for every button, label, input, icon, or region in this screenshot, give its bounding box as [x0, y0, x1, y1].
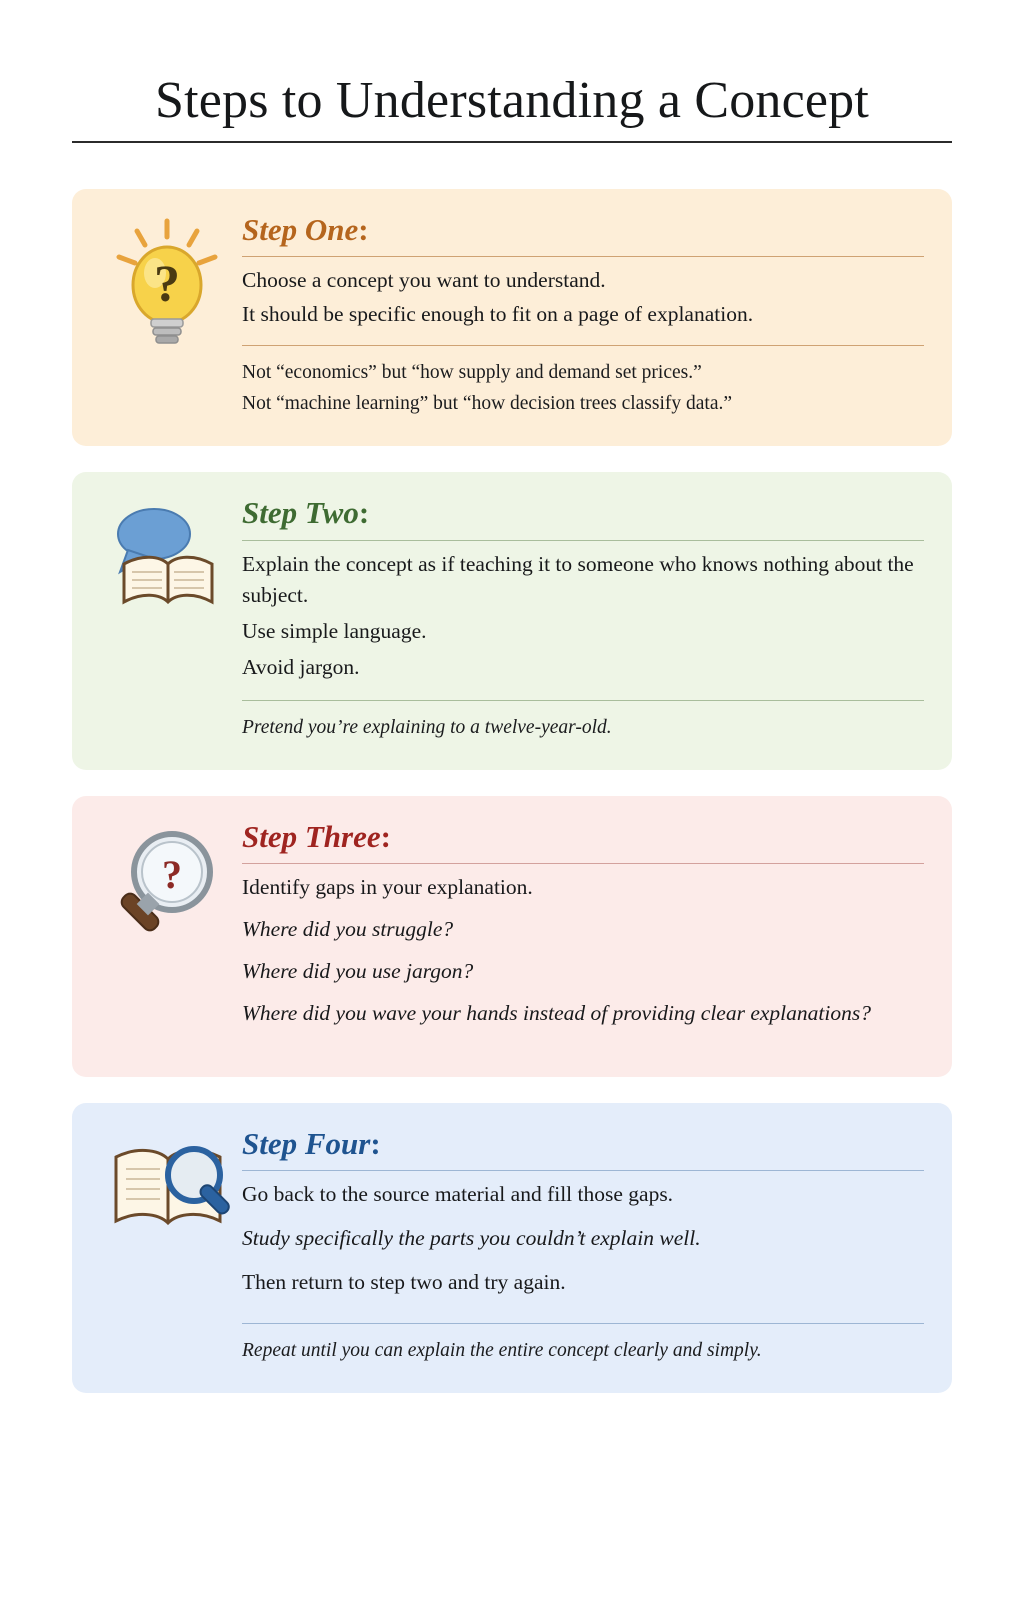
step-four-line-2: Study specifically the parts you couldn’t explain well. — [242, 1226, 701, 1251]
step-three-line-2: Where did you struggle? — [242, 916, 454, 941]
step-four-notes — [242, 1324, 924, 1365]
step-card-three — [72, 796, 952, 1077]
step-three-main-lines — [242, 872, 924, 1051]
magnifying-glass-question-icon — [92, 818, 242, 952]
title-container — [72, 72, 952, 143]
step-three-heading-text: Step Three — [242, 819, 381, 854]
step-two-heading — [242, 496, 924, 540]
step-two-line-3: Avoid jargon. — [242, 654, 360, 679]
step-one-line-2: It should be specific enough to fit on a page of explanation. — [242, 302, 754, 327]
steps-list — [72, 189, 952, 1393]
step-three-line-4: Where did you wave your hands instead of providing clear explanations? — [242, 1000, 871, 1025]
step-two-heading-text: Step Two — [242, 495, 359, 531]
step-two-heading-colon: : — [358, 495, 370, 531]
step-three-line-3: Where did you use jargon? — [242, 958, 474, 983]
step-two-note-1: Pretend you’re explaining to a twelve-year-old. — [242, 716, 612, 738]
step-three-heading — [242, 820, 924, 864]
step-card-one — [72, 189, 952, 446]
step-three-heading-colon: : — [380, 819, 391, 854]
step-four-line-1: Go back to the source material and fill those gaps. — [242, 1182, 674, 1207]
step-two-line-2: Use simple language. — [242, 619, 427, 644]
step-two-body — [242, 494, 924, 744]
open-book-magnifier-icon — [92, 1125, 242, 1249]
step-one-heading-colon: : — [358, 212, 369, 248]
step-card-four — [72, 1103, 952, 1393]
step-four-body — [242, 1125, 924, 1367]
step-three-body — [242, 818, 924, 1051]
step-one-notes — [242, 346, 924, 419]
step-four-line-3: Then return to step two and try again. — [242, 1270, 566, 1295]
document-page — [0, 72, 1024, 1608]
step-one-body — [242, 211, 924, 420]
step-two-notes — [242, 701, 924, 742]
step-four-note-1: Repeat until you can explain the entire concept clearly and simply. — [242, 1339, 762, 1361]
open-book-speech-bubble-icon — [92, 494, 242, 618]
step-three-line-1: Identify gaps in your explanation. — [242, 875, 533, 900]
step-four-heading-colon: : — [370, 1126, 381, 1162]
step-one-heading-text: Step One — [242, 212, 359, 248]
step-one-note-2: Not “machine learning” but “how decision trees classify data.” — [242, 393, 733, 415]
step-two-main-lines — [242, 549, 924, 701]
step-one-main-lines — [242, 265, 924, 346]
step-one-line-1: Choose a concept you want to understand. — [242, 268, 606, 293]
step-two-line-1: Explain the concept as if teaching it to someone who knows nothing about the subject. — [242, 551, 914, 608]
step-four-main-lines — [242, 1179, 924, 1323]
step-one-heading — [242, 213, 924, 257]
svg-text:?: ? — [154, 256, 180, 314]
step-four-heading-text: Step Four — [242, 1126, 371, 1162]
step-card-two — [72, 472, 952, 770]
page-title: Steps to Understanding a Concept — [154, 72, 870, 129]
svg-text:?: ? — [162, 852, 182, 897]
step-four-heading — [242, 1127, 924, 1171]
step-one-note-1: Not “economics” but “how supply and demand set prices.” — [242, 361, 702, 383]
lightbulb-question-icon — [92, 211, 242, 355]
